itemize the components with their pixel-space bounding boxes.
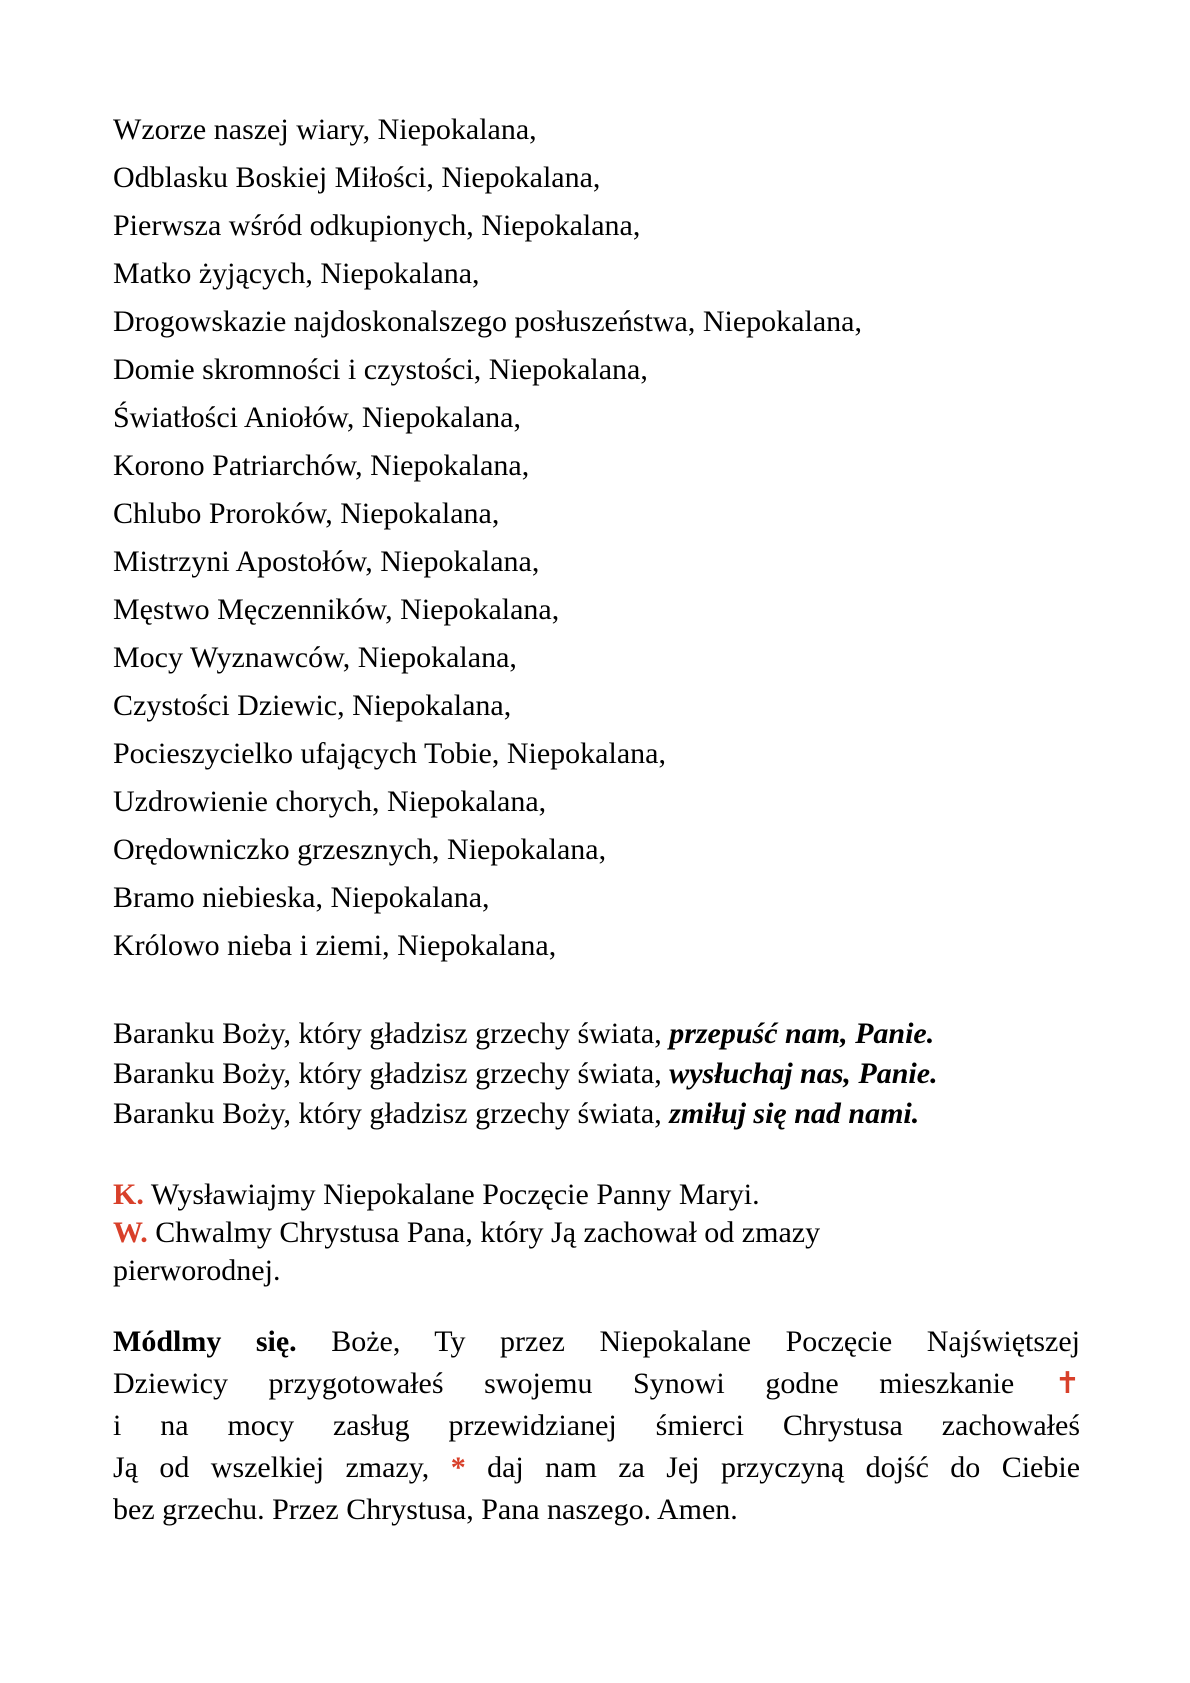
response-continuation-text: pierworodnej. [113, 1254, 281, 1287]
prayer-text: bez grzechu. Przez Chrystusa, Pana naszego. Amen. [113, 1493, 738, 1526]
litany-invocation: Orędowniczko grzesznych, Niepokalana, [113, 833, 607, 866]
agnus-dei-call: Baranku Boży, który gładzisz grzechy świata, [113, 1097, 662, 1130]
versicle-line [113, 1176, 1080, 1214]
litany-invocation: Uzdrowienie chorych, Niepokalana, [113, 785, 547, 818]
prayer-text: Ją od wszelkiej zmazy, [113, 1451, 430, 1484]
response-continuation-line [113, 1252, 1080, 1290]
prayer-section [113, 1321, 1080, 1531]
litany-invocation: Odblasku Boskiej Miłości, Niepokalana, [113, 161, 601, 194]
versicle-marker-w: W. [113, 1216, 148, 1249]
agnus-dei-line [113, 1014, 1080, 1054]
prayer-text: daj nam za Jej przyczyną dojść do Ciebie [487, 1451, 1081, 1484]
litany-invocation: Bramo niebieska, Niepokalana, [113, 881, 490, 914]
versicles-section [113, 1176, 1080, 1290]
prayer-text: Boże, Ty przez Niepokalane Poczęcie Najświętszej [331, 1325, 1080, 1358]
prayer-heading: Módlmy się. [113, 1325, 297, 1358]
litany-invocation: Matko żyjących, Niepokalana, [113, 257, 480, 290]
prayer-line [113, 1363, 1080, 1405]
page-content [113, 106, 1080, 1531]
litany-invocation: Mistrzyni Apostołów, Niepokalana, [113, 545, 540, 578]
agnus-dei-response: przepuść nam, Panie. [669, 1017, 935, 1050]
litany-invocation: Domie skromności i czystości, Niepokalana, [113, 353, 648, 386]
prayer-line [113, 1405, 1080, 1447]
red-asterisk-icon: * [450, 1451, 466, 1484]
litany-invocation: Pocieszycielko ufających Tobie, Niepokalana, [113, 737, 666, 770]
response-text: Chwalmy Chrystusa Pana, który Ją zachował od zmazy [155, 1216, 821, 1249]
agnus-dei-response: wysłuchaj nas, Panie. [669, 1057, 938, 1090]
prayer-text: Dziewicy przygotowałeś swojemu Synowi godne mieszkanie [113, 1367, 1015, 1400]
response-line [113, 1214, 1080, 1252]
litany-invocation: Królowo nieba i ziemi, Niepokalana, [113, 929, 557, 962]
litany-invocation: Wzorze naszej wiary, Niepokalana, [113, 113, 537, 146]
litany-invocation: Drogowskazie najdoskonalszego posłuszeństwa, Niepokalana, [113, 305, 862, 338]
litany-invocation: Korono Patriarchów, Niepokalana, [113, 449, 530, 482]
prayer-text: i na mocy zasług przewidzianej śmierci Chrystusa zachowałeś [113, 1409, 1080, 1442]
red-cross-icon: ✝ [1054, 1366, 1080, 1401]
litany-invocation: Światłości Aniołów, Niepokalana, [113, 401, 521, 434]
litany-section [113, 106, 1080, 970]
agnus-dei-call: Baranku Boży, który gładzisz grzechy świata, [113, 1057, 662, 1090]
litany-invocation: Czystości Dziewic, Niepokalana, [113, 689, 512, 722]
litany-invocation: Mocy Wyznawców, Niepokalana, [113, 641, 517, 674]
prayer-line [113, 1447, 1080, 1489]
prayer-line [113, 1321, 1080, 1363]
prayer-line [113, 1489, 1080, 1531]
agnus-dei-call: Baranku Boży, który gładzisz grzechy świata, [113, 1017, 662, 1050]
litany-invocation: Chlubo Proroków, Niepokalana, [113, 497, 500, 530]
versicle-text: Wysławiajmy Niepokalane Poczęcie Panny Maryi. [150, 1178, 760, 1211]
agnus-dei-response: zmiłuj się nad nami. [669, 1097, 920, 1130]
litany-invocation: Pierwsza wśród odkupionych, Niepokalana, [113, 209, 641, 242]
agnus-dei-line [113, 1094, 1080, 1134]
versicle-marker-k: K. [113, 1178, 144, 1211]
agnus-dei-line [113, 1054, 1080, 1094]
litany-invocation: Męstwo Męczenników, Niepokalana, [113, 593, 560, 626]
agnus-dei-section [113, 1014, 1080, 1134]
